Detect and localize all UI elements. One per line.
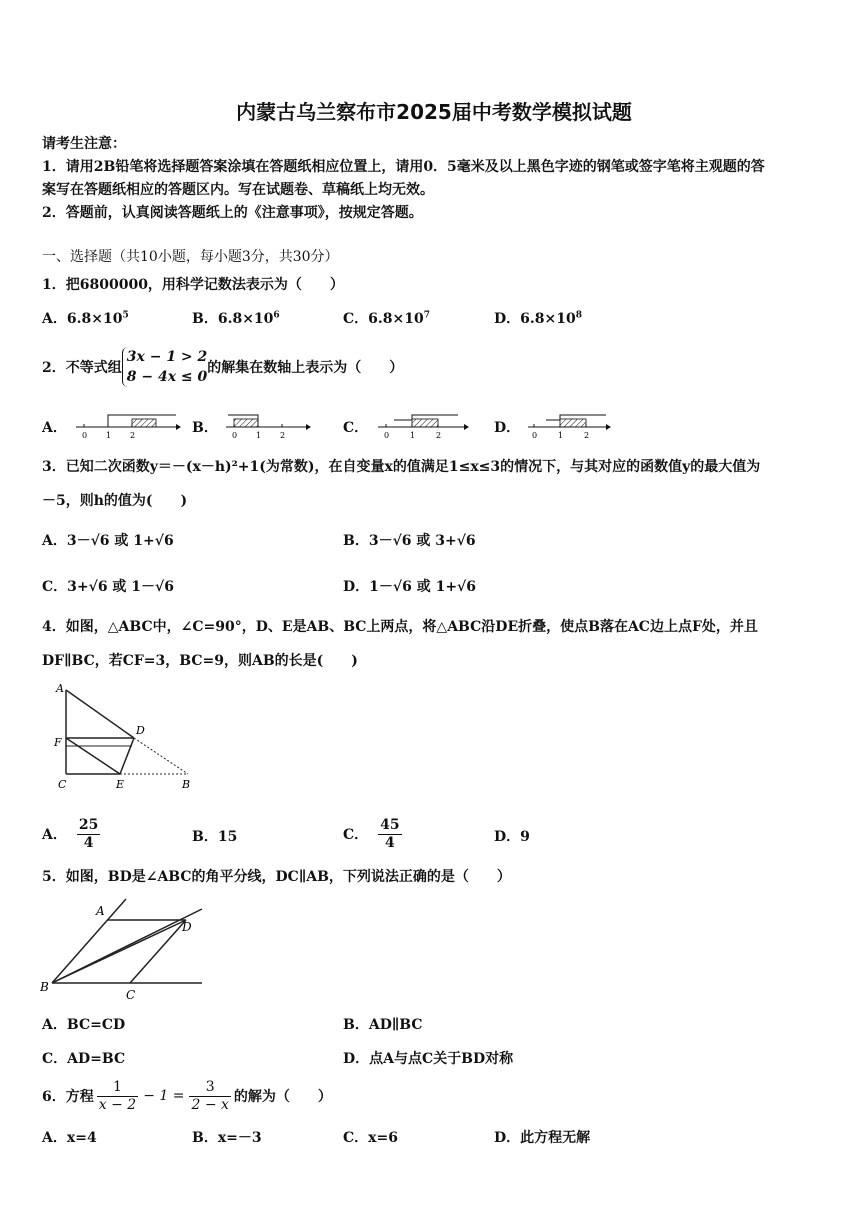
svg-text:1: 1	[106, 431, 112, 440]
q1-option-c[interactable]: C．$6.8\times 10^7$	[343, 310, 430, 327]
label-e: E	[116, 778, 125, 791]
q2-label-d: D．	[494, 420, 521, 436]
label-a: A	[96, 904, 105, 918]
q6-option-b[interactable]: B．x=－3	[192, 1130, 262, 1146]
svg-text:1: 1	[256, 431, 262, 440]
q4-triangle-figure	[48, 680, 198, 795]
q2-option-d-numberline[interactable]	[524, 410, 614, 440]
q5-option-c[interactable]: C．AD=BC	[42, 1051, 126, 1067]
svg-text:0: 0	[384, 431, 390, 440]
q3-option-c[interactable]: C．3+√6 或 1－√6	[42, 579, 174, 595]
q2-option-a-numberline[interactable]	[72, 410, 182, 440]
q5-option-a[interactable]: A．BC=CD	[42, 1017, 126, 1033]
notice-line-2: 案写在答题纸相应的答题区内。写在试题卷、草稿纸上均无效。	[42, 182, 434, 198]
page-title: 内蒙古乌兰察布市2025届中考数学模拟试题	[236, 100, 632, 124]
svg-text:2: 2	[584, 431, 590, 440]
q4-option-d[interactable]: D．9	[494, 829, 530, 845]
q1-stem: 1．把6800000，用科学记数法表示为（ ）	[42, 277, 344, 293]
q3-stem-line-1: 3．已知二次函数y＝－(x－h)²+1(为常数)，在自变量x的值满足1≤x≤3的情况下，与其对应的函数值y的最大值为	[42, 459, 761, 475]
q2-stem: 2．不等式组 3x − 1 > 2 8 − 4x ≤ 0 的解集在数轴上表示为（ ）	[42, 349, 404, 385]
q2-option-c-numberline[interactable]	[374, 410, 474, 440]
q2-option-b-numberline[interactable]	[222, 410, 332, 440]
q6-option-c[interactable]: C．x=6	[343, 1130, 398, 1146]
label-c: C	[58, 778, 67, 791]
q4-stem-line-1: 4．如图，△ABC中，∠C=90°，D、E是AB、BC上两点，将△ABC沿DE折叠，使点B落在AC边上点F处，并且	[42, 619, 758, 635]
q2-label-a: A．	[42, 420, 67, 436]
q3-option-b[interactable]: B．3－√6 或 3+√6	[343, 533, 476, 549]
notice-line-3: 2．答题前，认真阅读答题纸上的《注意事项》，按规定答题。	[42, 205, 423, 221]
label-a: A	[56, 682, 64, 695]
q4-option-a[interactable]: A． $\frac{25}{4}$	[42, 816, 99, 851]
q3-option-d[interactable]: D．1－√6 或 1+√6	[343, 579, 476, 595]
q6-option-a[interactable]: A．x=4	[42, 1130, 97, 1146]
label-c: C	[126, 988, 136, 1002]
q3-option-a[interactable]: A．3－√6 或 1+√6	[42, 533, 174, 549]
svg-text:0: 0	[532, 431, 538, 440]
notice-heading: 请考生注意：	[42, 136, 126, 152]
q1-option-d[interactable]: D．$6.8\times 10^8$	[494, 310, 582, 327]
label-f: F	[54, 736, 62, 749]
q5-stem: 5．如图，BD是∠ABC的角平分线，DC∥AB，下列说法正确的是（ ）	[42, 869, 511, 885]
q3-stem-line-2: －5，则h的值为( )	[42, 493, 188, 509]
q1-option-a[interactable]: A．$6.8\times 10^5$	[42, 310, 129, 327]
inequality-system: 3x − 1 > 2 8 − 4x ≤ 0	[122, 347, 208, 387]
q5-parallelogram-figure	[40, 895, 210, 1005]
notice-line-1: 1．请用2B铅笔将选择题答案涂填在答题纸相应位置上，请用0．5毫米及以上黑色字迹的钢笔或签字笔将主观题的答	[42, 159, 765, 175]
section-heading: 一、选择题（共10小题，每小题3分，共30分）	[42, 249, 339, 265]
q5-option-b[interactable]: B．AD∥BC	[343, 1017, 423, 1033]
q2-label-b: B．	[192, 420, 218, 436]
q6-option-d[interactable]: D．此方程无解	[494, 1130, 591, 1146]
svg-text:2: 2	[280, 431, 286, 440]
svg-text:2: 2	[436, 431, 442, 440]
q1-option-b[interactable]: B．$6.8\times 10^6$	[192, 310, 280, 327]
q2-label-c: C．	[343, 420, 369, 436]
svg-text:0: 0	[232, 431, 238, 440]
svg-text:2: 2	[130, 431, 136, 440]
label-d: D	[136, 724, 145, 737]
label-d: D	[182, 920, 192, 934]
label-b: B	[182, 778, 191, 791]
svg-text:1: 1	[410, 431, 416, 440]
q4-option-c[interactable]: C． $\frac{45}{4}$	[343, 816, 400, 851]
svg-text:1: 1	[558, 431, 564, 440]
svg-text:0: 0	[82, 431, 88, 440]
q5-option-d[interactable]: D．点A与点C关于BD对称	[343, 1051, 514, 1067]
q4-stem-line-2: DF∥BC，若CF=3，BC=9，则AB的长是( )	[42, 653, 358, 669]
q4-option-b[interactable]: B．15	[192, 829, 238, 845]
q6-stem: 6．方程 $\frac{1}{x - 2}$ − 1 = $\frac{3}{2 - x}$ 的解为（ ）	[42, 1078, 332, 1113]
label-b: B	[40, 980, 49, 994]
